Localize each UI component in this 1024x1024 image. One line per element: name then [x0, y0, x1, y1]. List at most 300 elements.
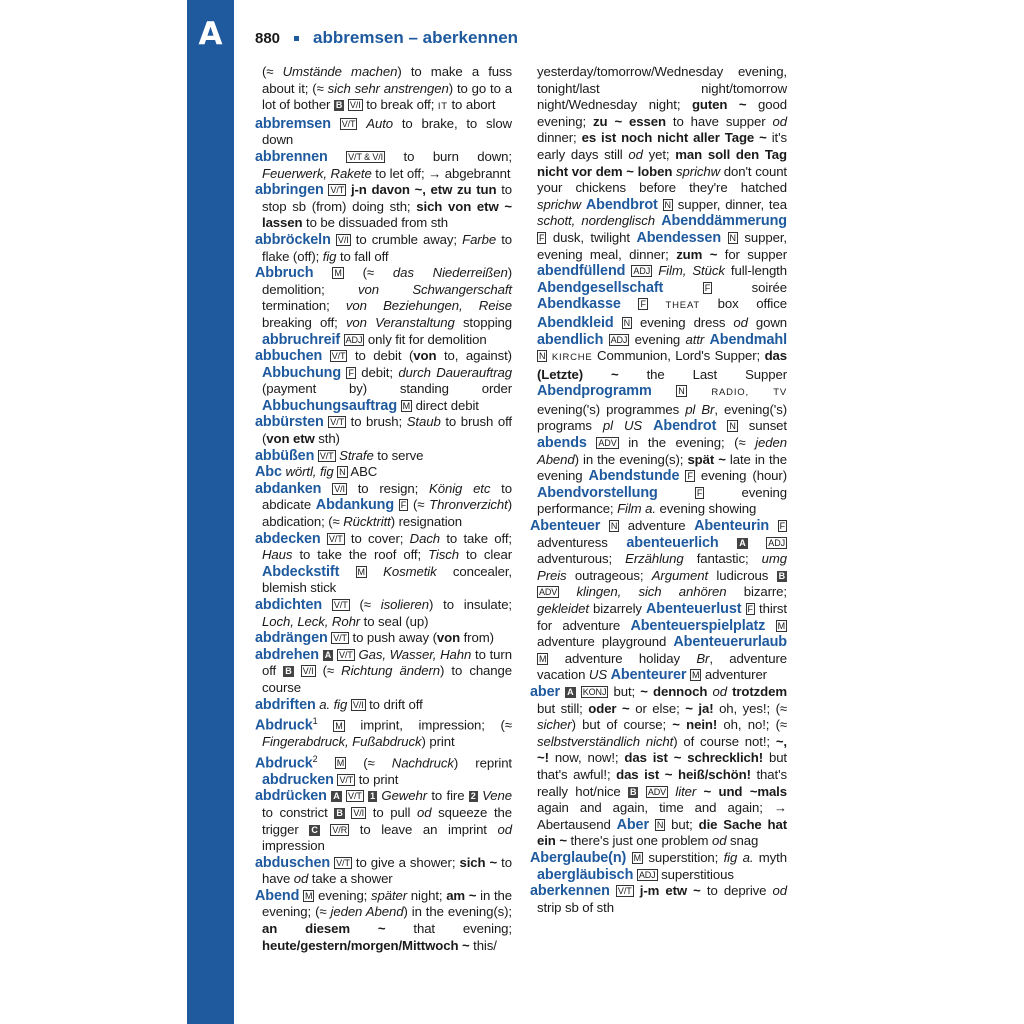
text-run: take a shower	[308, 871, 393, 887]
text-run: to burn down;	[385, 148, 512, 164]
grammar-label: M	[305, 890, 313, 901]
bold-text: das ist ~ schrecklich!	[624, 750, 764, 766]
text-run: now, now!;	[548, 750, 625, 766]
grammar-label: M	[691, 670, 700, 681]
text-run: to have	[262, 854, 512, 887]
text-run: (≈	[315, 663, 342, 679]
text-run: but that's awful!;	[537, 750, 787, 782]
italic-text: jeden Abend	[537, 435, 787, 467]
headword: Abdruck	[255, 717, 313, 734]
text-run: concealer, blemish stick	[262, 563, 512, 596]
page-number: 880	[255, 29, 281, 47]
grammar-label: ADJ	[345, 334, 363, 345]
italic-text: Thronverzicht	[429, 497, 508, 513]
bold-text: ~ und ~mals	[703, 783, 787, 799]
subject-label: IT	[437, 101, 448, 113]
text-run: to cover;	[344, 530, 410, 546]
italic-text: klingen, sich anhören	[576, 584, 727, 600]
bold-text: an diesem ~	[262, 921, 386, 937]
text-run: to leave an imprint	[349, 821, 498, 837]
text-run: to have supper	[665, 113, 773, 129]
headword: Abc	[255, 464, 282, 481]
italic-text: Richtung ändern	[341, 663, 440, 679]
text-run: to give a shower;	[351, 854, 460, 870]
text-run	[331, 116, 340, 131]
sense-number: 1	[370, 791, 376, 802]
text-run: to flake (off);	[262, 231, 512, 264]
headword: abbremsen	[255, 115, 331, 132]
dictionary-entry	[530, 684, 787, 850]
text-run	[642, 418, 653, 433]
grammar-label: M	[336, 758, 345, 769]
text-run: thirst for adventure	[537, 601, 787, 633]
text-run: ) to make a fuss about it; (≈	[262, 64, 512, 96]
text-run	[652, 383, 677, 398]
italic-text: od	[712, 683, 727, 699]
italic-text: Fingerabdruck, Fußabdruck	[262, 734, 422, 750]
text-run: to fall off	[336, 248, 389, 264]
grammar-label: V/T	[336, 857, 350, 868]
headword: abbringen	[255, 182, 324, 199]
italic-text: sprichw	[537, 196, 582, 212]
grammar-label: V/T	[319, 450, 334, 461]
text-run: to take off;	[440, 530, 512, 546]
text-run: ) in the evening(s);	[574, 451, 688, 467]
sub-headword: Abenddämmerung	[661, 213, 787, 230]
bold-text: ~ ja!	[685, 700, 714, 716]
text-run	[339, 564, 355, 579]
text-run	[648, 296, 666, 311]
grammar-label: M	[539, 653, 547, 664]
text-run: , adventure vacation	[537, 650, 787, 683]
grammar-label: F	[687, 471, 693, 482]
sub-headword: Abendvorstellung	[537, 484, 658, 501]
text-run: adventure holiday	[548, 650, 697, 666]
italic-text: od	[772, 883, 787, 899]
text-run	[719, 535, 738, 550]
italic-text: das Niederreißen	[392, 265, 508, 281]
grammar-label: V/T	[617, 886, 632, 897]
text-run: to fire	[426, 788, 469, 804]
grammar-label: V/I	[349, 100, 361, 111]
grammar-label: F	[696, 487, 703, 498]
grammar-label: V/I	[337, 234, 349, 245]
sense-number: C	[311, 824, 318, 835]
text-run: to debit (	[347, 348, 414, 364]
sense-number: B	[336, 807, 343, 818]
text-run: to serve	[373, 447, 424, 463]
text-run: to take the roof off;	[292, 547, 429, 563]
grammar-label: M	[402, 400, 410, 411]
italic-text: Film, Stück	[658, 263, 725, 279]
text-run: (≈	[262, 64, 283, 79]
grammar-label: V/T & V/I	[348, 151, 384, 162]
dictionary-entry	[530, 518, 787, 684]
sense-number: A	[333, 791, 340, 802]
text-run	[318, 718, 334, 733]
text-run	[320, 822, 331, 837]
text-run: to resign;	[346, 480, 430, 496]
text-run: only fit for demolition	[364, 331, 487, 347]
grammar-label: F	[400, 500, 407, 511]
text-run: that's really hot/nice	[537, 766, 787, 799]
italic-text: Loch, Leck, Rohr	[262, 613, 361, 629]
sub-headword: Abenteurin	[694, 518, 770, 535]
italic-text: wörtl, fig	[285, 464, 334, 480]
text-run: myth	[753, 849, 787, 865]
italic-text: von Beziehungen, Reise	[345, 298, 512, 314]
dictionary-entry	[255, 182, 512, 232]
headword: abbröckeln	[255, 231, 331, 248]
text-run: evening showing	[655, 501, 757, 517]
italic-text: Dach	[409, 530, 441, 546]
thumb-index-letter: A	[198, 16, 223, 52]
italic-text: pl US	[602, 418, 643, 434]
text-run: the Last Supper	[618, 366, 787, 382]
italic-text: Rücktritt	[343, 514, 391, 530]
sub-headword: Abbuchungsauftrag	[262, 397, 398, 414]
text-run: breaking off;	[262, 314, 346, 330]
text-run: to constrict	[262, 804, 335, 820]
text-run	[328, 149, 346, 164]
italic-text: Gewehr	[381, 788, 427, 804]
text-run: to turn off	[262, 646, 512, 679]
dictionary-entry	[255, 149, 512, 182]
italic-text: sich sehr anstrengen	[327, 80, 449, 96]
grammar-label: M	[777, 620, 785, 631]
bold-text: am ~	[446, 887, 477, 903]
text-run	[294, 663, 301, 678]
text-run: ) resignation	[390, 514, 462, 530]
page-header	[255, 26, 518, 50]
sub-headword: Abenteurer	[610, 667, 687, 684]
sub-headword: Abdeckstift	[262, 563, 340, 580]
text-run: supper, evening meal, dinner;	[537, 229, 787, 262]
text-run	[322, 597, 332, 612]
homograph-number: 2	[312, 753, 318, 764]
italic-text: von Schwangerschaft	[358, 281, 512, 297]
headword: abdichten	[255, 597, 323, 613]
italic-text: von Veranstaltung	[345, 314, 455, 330]
text-run: ) to change course	[262, 663, 512, 695]
grammar-label: N	[539, 351, 546, 362]
grammar-label: V/I	[352, 699, 364, 710]
text-run: to break off;	[362, 97, 438, 113]
headword: Abdruck	[255, 755, 313, 772]
grammar-label: ADV	[598, 438, 617, 449]
grammar-label: F	[704, 282, 711, 293]
text-run	[614, 315, 622, 330]
dictionary-entry	[255, 448, 512, 465]
bold-text: trotzdem	[732, 683, 787, 699]
text-run: (payment by) standing order	[262, 381, 512, 397]
text-run: it's early days still	[537, 130, 787, 162]
italic-text: schott, nordenglisch	[537, 213, 655, 229]
text-run	[357, 116, 366, 131]
grammar-label: ADJ	[633, 266, 651, 277]
text-run: night;	[407, 887, 447, 903]
sub-headword: Abendprogramm	[537, 383, 652, 400]
text-run: ) print	[421, 734, 455, 750]
grammar-label: V/T	[348, 791, 362, 802]
grammar-label: ADJ	[638, 869, 656, 880]
text-run: debit;	[355, 364, 399, 380]
grammar-label: V/I	[353, 807, 365, 818]
bold-text: sich von etw ~ lassen	[262, 198, 512, 231]
headword: abbüßen	[255, 447, 315, 464]
text-run: in the evening; (≈	[262, 887, 512, 920]
text-run: ) but of course;	[571, 717, 673, 733]
grammar-label: ADV	[539, 587, 558, 598]
text-run: oh, no!; (≈	[717, 717, 788, 733]
text-run	[769, 518, 778, 533]
text-run: outrageous;	[566, 567, 652, 583]
grammar-label: F	[348, 367, 354, 378]
bold-text: zu ~ essen	[593, 113, 666, 129]
bold-text: von etw	[266, 431, 315, 447]
text-run: adventure	[619, 518, 695, 534]
text-run: ) reprint	[453, 755, 512, 771]
text-run	[638, 784, 645, 799]
sub-headword: abbruchreif	[262, 331, 341, 348]
text-run	[559, 584, 576, 599]
text-run: to clear	[459, 547, 512, 563]
bold-text: von	[413, 348, 437, 364]
sub-headword: Abenteuerlust	[645, 601, 742, 617]
text-run: stopping	[454, 314, 513, 330]
dictionary-entry	[255, 697, 512, 714]
italic-text: od	[772, 113, 787, 129]
dictionary-entry	[255, 232, 512, 265]
text-run: (≈	[343, 265, 393, 281]
dictionary-entry	[530, 883, 787, 916]
dictionary-entry	[255, 64, 512, 116]
text-run	[658, 485, 695, 500]
italic-text: durch Dauerauftrag	[398, 364, 512, 380]
text-run	[313, 265, 332, 280]
headword: aberkennen	[530, 883, 610, 900]
italic-text: a. fig	[319, 696, 348, 712]
sub-headword: Aber	[616, 816, 649, 833]
italic-text: gekleidet	[537, 601, 589, 616]
bold-text: die Sache hat ein ~	[537, 816, 787, 849]
italic-text: Film a.	[617, 501, 656, 517]
bold-text: heute/gestern/morgen/Mittwoch ~	[262, 937, 470, 953]
text-run: to be dissuaded from sth	[302, 215, 449, 231]
italic-text: König etc	[429, 480, 491, 496]
italic-text: od	[628, 146, 643, 162]
text-run: direct debit	[412, 397, 479, 413]
dictionary-entry	[255, 647, 512, 697]
headword: Aberglaube(n)	[530, 849, 627, 866]
headword: abbrennen	[255, 148, 328, 165]
italic-text: Nachdruck	[391, 755, 454, 771]
italic-text: fig a.	[723, 849, 754, 865]
grammar-label: N	[610, 521, 618, 532]
grammar-label: N	[664, 199, 671, 210]
sub-headword: abendlich	[537, 331, 604, 348]
sub-headword: Abdankung	[315, 497, 395, 514]
text-run: late in the evening	[537, 451, 787, 484]
grammar-label: V/T	[330, 417, 344, 428]
sub-headword: abdrucken	[262, 771, 334, 788]
bold-text: von	[436, 630, 461, 646]
page-title: abbremsen – aberkennen	[313, 28, 519, 47]
text-run: from)	[460, 630, 494, 646]
text-run: ABC	[347, 464, 378, 480]
text-run	[318, 755, 335, 770]
italic-text: jeden Abend	[330, 904, 404, 920]
text-run: (≈	[349, 597, 381, 612]
text-run: or else;	[629, 700, 686, 716]
grammar-label: F	[640, 299, 646, 310]
headword: Abend	[255, 887, 300, 904]
italic-text: selbstverständlich nicht	[537, 733, 674, 749]
text-run: adventuress	[537, 534, 627, 550]
text-run: to stop sb (from) doing sth;	[262, 182, 512, 214]
bold-text: j-m etw ~	[639, 883, 701, 899]
text-run: dinner;	[537, 130, 582, 146]
bold-text: zum ~	[676, 246, 718, 262]
text-run	[345, 805, 352, 820]
sub-headword: abendfüllend	[537, 263, 626, 280]
bold-text: ~ nein!	[672, 717, 718, 733]
text-run: but;	[665, 816, 699, 832]
text-run: to abdicate	[262, 480, 512, 513]
headword: abdecken	[255, 530, 321, 547]
text-run: squeeze the trigger	[262, 804, 512, 837]
dictionary-entry	[255, 630, 512, 647]
dictionary-entry	[255, 751, 512, 789]
dictionary-entry	[530, 64, 787, 518]
sub-headword: Abenteuerspielplatz	[630, 617, 766, 634]
grammar-label: N	[623, 317, 631, 328]
grammar-label: N	[729, 232, 736, 243]
italic-text: od	[711, 833, 727, 849]
grammar-label: KONJ	[582, 686, 607, 697]
bold-text: das (Letzte) ~	[537, 348, 787, 382]
grammar-label: N	[678, 386, 685, 397]
text-run: good evening;	[537, 97, 787, 129]
text-run: ) of course not!;	[673, 733, 776, 749]
text-run: ) abdication; (≈	[262, 497, 512, 530]
text-run: to print	[355, 771, 399, 787]
text-run: snag	[726, 833, 759, 849]
text-run: in the evening; (≈	[618, 435, 756, 451]
text-run	[765, 618, 775, 633]
sub-headword: Abendessen	[636, 229, 722, 246]
grammar-label: V/T	[341, 118, 356, 129]
header-bullet-icon	[294, 36, 299, 41]
text-run	[748, 535, 767, 550]
italic-text: Umstände machen	[282, 64, 398, 79]
grammar-label: V/I	[302, 666, 314, 677]
italic-text: liter	[675, 783, 697, 799]
dictionary-entry	[255, 855, 512, 888]
text-run	[663, 280, 703, 295]
grammar-label: M	[633, 852, 642, 863]
grammar-label: N	[339, 467, 346, 478]
italic-text: fig	[322, 248, 337, 264]
italic-text: später	[370, 887, 408, 903]
headword: aber	[530, 683, 560, 700]
dictionary-entry	[255, 713, 512, 751]
homograph-number: 1	[312, 716, 318, 727]
sub-headword: abergläubisch	[537, 866, 634, 883]
text-run: adventurous;	[537, 551, 626, 567]
italic-text: Farbe	[462, 231, 497, 247]
italic-text: Vene	[482, 788, 512, 804]
headword: abdrücken	[255, 788, 327, 805]
bold-text: ~ dennoch	[640, 683, 708, 699]
sense-number: A	[739, 537, 746, 548]
sense-number: B	[630, 786, 637, 797]
italic-text: attr	[685, 331, 705, 347]
grammar-label: V/T	[333, 633, 347, 644]
text-run: bizarrely	[588, 601, 646, 616]
text-run: impression	[262, 838, 325, 854]
text-run: to deprive	[700, 883, 773, 899]
italic-text: sicher	[537, 717, 572, 733]
text-run: to brush off (	[262, 414, 512, 447]
grammar-label: V/T	[331, 351, 346, 362]
italic-text: US	[588, 667, 608, 683]
text-run	[587, 435, 597, 450]
text-run: dusk, twilight	[546, 229, 637, 245]
grammar-label: M	[334, 268, 342, 279]
headword: abdrängen	[255, 630, 328, 647]
subject-label: KIRCHE	[551, 352, 593, 364]
headword: abdriften	[255, 696, 316, 713]
text-run: fantastic;	[683, 551, 762, 567]
subject-label: RADIO, TV	[711, 387, 787, 399]
sub-headword: Abendstunde	[588, 468, 680, 485]
bold-text: es ist noch nicht aller Tage ~	[581, 130, 767, 146]
text-run: ) demolition;	[262, 265, 512, 297]
text-run: for supper	[717, 246, 787, 262]
headword: Abenteuer	[530, 518, 601, 535]
text-run: evening	[629, 331, 686, 347]
text-run	[321, 481, 332, 496]
grammar-label: N	[656, 819, 664, 830]
sense-number: A	[567, 686, 574, 697]
bold-text: ~, ~!	[537, 733, 787, 766]
text-run: soirée	[712, 279, 787, 295]
left-column	[255, 64, 512, 954]
text-run: gown	[747, 314, 787, 330]
sub-headword: Abenteuerurlaub	[673, 634, 787, 651]
italic-text: Feuerwerk, Rakete	[262, 165, 372, 181]
text-run: but;	[608, 683, 641, 699]
headword: abbuchen	[255, 348, 323, 365]
text-run: but still;	[537, 700, 589, 716]
grammar-label: F	[779, 521, 785, 532]
text-run: oh, yes!; (≈	[713, 700, 788, 716]
text-run: box office	[699, 296, 787, 312]
bold-text: man soll den Tag nicht vor dem ~ loben	[537, 146, 787, 179]
italic-text: Br	[696, 650, 710, 666]
text-run: to crumble away;	[350, 231, 463, 247]
thumb-index-band	[187, 0, 234, 1024]
grammar-label: V/T	[328, 533, 343, 544]
italic-text: Erzählung	[625, 551, 684, 567]
text-run: ludicrous	[708, 567, 777, 583]
text-run: don't count your chickens before they're hatched	[537, 163, 787, 196]
headword: Abbruch	[255, 265, 314, 282]
sub-headword: Abendkleid	[537, 314, 614, 331]
text-run: to brake, to slow down	[262, 115, 512, 148]
text-run: superstitious	[657, 866, 734, 882]
